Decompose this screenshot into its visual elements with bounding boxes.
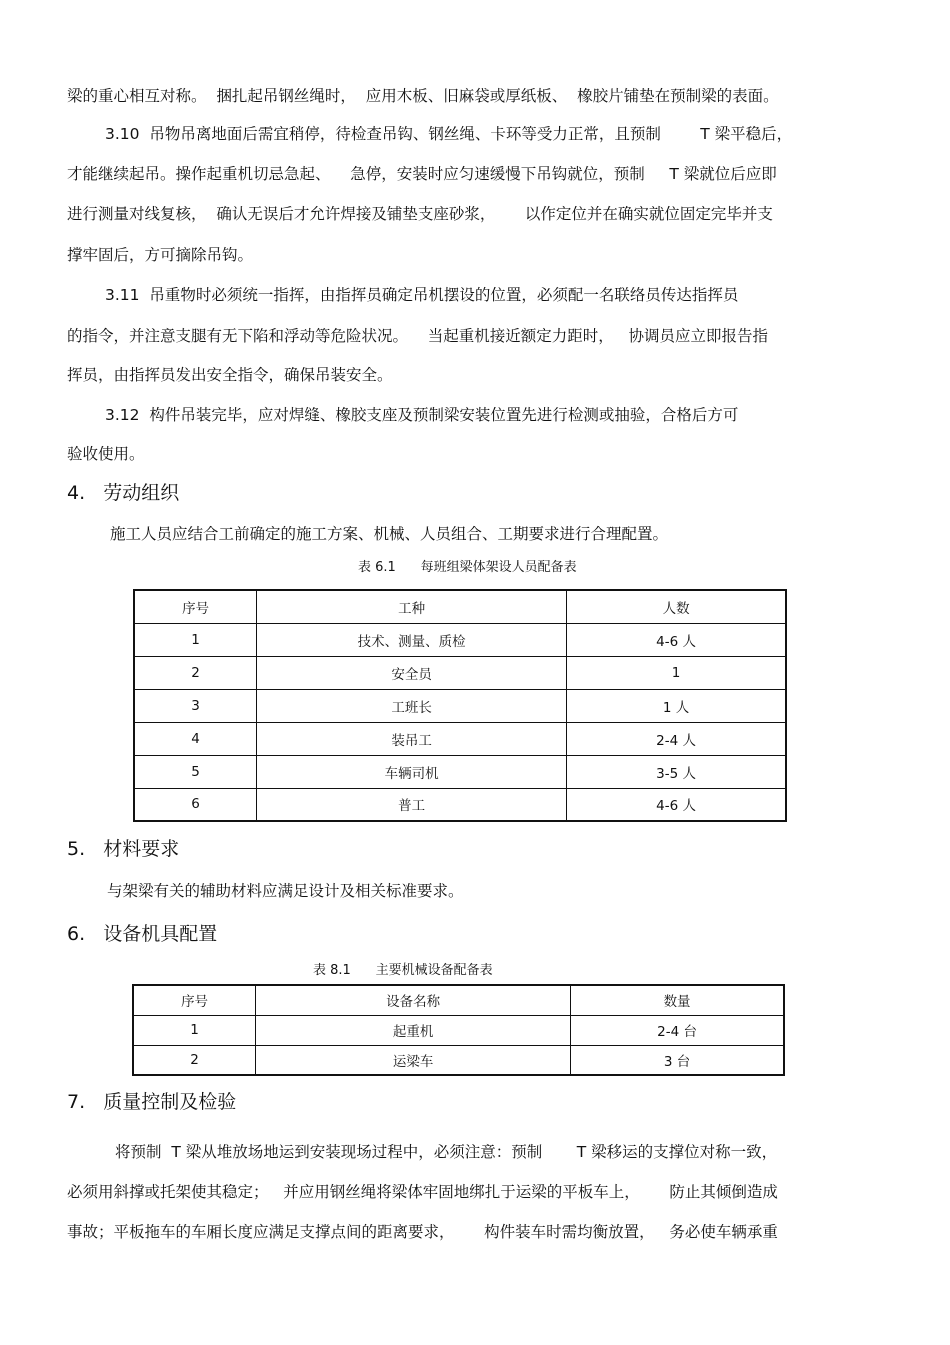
paragraph-3-10-line: 3.10 吊物吊离地面后需宜稍停，待检查吊钩、钢丝绳、卡环等受力正常，且预制 T 梁平稳后， [105,125,793,143]
table-cell: 4-6 人 [567,788,786,821]
section-7-line: 必须用斜撑或托架使其稳定； 并应用钢丝绳将梁体牢固地绑扎于运梁的平板车上， 防止其倾倒造成 [67,1183,778,1201]
table-header-cell: 数量 [571,985,784,1015]
table-cell: 安全员 [257,656,567,689]
table-header-cell: 序号 [133,985,256,1015]
table-cell: 4-6 人 [567,623,786,656]
table-row [133,1015,784,1045]
table-row [134,656,786,689]
paragraph-3-10-line: 才能继续起吊。操作起重机切忌急起、 急停，安装时应匀速缓慢下吊钩就位，预制 T 梁就位后应即 [67,165,777,183]
paragraph-3-10-line: 撑牢固后，方可摘除吊钩。 [67,246,254,264]
table-cell: 工班长 [257,689,567,722]
table-cell: 1 [133,1015,256,1045]
table-row [134,788,786,821]
section-4-body: 施工人员应结合工前确定的施工方案、机械、人员组合、工期要求进行合理配置。 [110,525,669,543]
table-cell: 2-4 台 [571,1015,784,1045]
table-cell: 技术、测量、质检 [257,623,567,656]
table-cell: 5 [134,755,257,788]
table-cell: 6 [134,788,257,821]
table-row [134,623,786,656]
table-cell: 2 [133,1045,256,1075]
table-cell: 4 [134,722,257,755]
section-heading-5: 5. 材料要求 [67,838,180,860]
table-header-row [133,985,784,1015]
table-cell: 2-4 人 [567,722,786,755]
table-header-cell: 序号 [134,590,257,623]
table-1-caption: 表 6.1 每班组梁体架设人员配备表 [358,560,577,575]
table-cell: 1 [567,656,786,689]
staffing-table [133,589,787,822]
paragraph-3-11-line: 3.11 吊重物时必须统一指挥，由指挥员确定吊机摆设的位置，必须配一名联络员传达指挥员 [105,286,739,304]
table-header-row [134,590,786,623]
table-2-caption: 表 8.1 主要机械设备配备表 [313,963,493,978]
table-cell: 起重机 [256,1015,571,1045]
paragraph-3-11-line: 挥员，由指挥员发出安全指令，确保吊装安全。 [67,366,393,384]
table-cell: 2 [134,656,257,689]
table-row [134,755,786,788]
paragraph-3-12-line: 验收使用。 [67,445,145,463]
equipment-table [132,984,785,1076]
section-7-line: 将预制 T 梁从堆放场地运到安装现场过程中，必须注意：预制 T 梁移运的支撑位对称一致， [115,1143,778,1161]
paragraph-3-11-line: 的指令，并注意支腿有无下陷和浮动等危险状况。 当起重机接近额定力距时， 协调员应立即报告指 [67,327,768,345]
section-heading-6: 6. 设备机具配置 [67,923,218,945]
paragraph-line: 梁的重心相互对称。 捆扎起吊钢丝绳时， 应用木板、旧麻袋或厚纸板、 橡胶片铺垫在预制梁的表面。 [67,87,779,105]
table-cell: 装吊工 [257,722,567,755]
paragraph-3-12-line: 3.12 构件吊装完毕，应对焊缝、橡胶支座及预制梁安装位置先进行检测或抽验，合格后方可 [105,406,739,424]
table-cell: 3 [134,689,257,722]
table-cell: 1 人 [567,689,786,722]
table-row [134,722,786,755]
section-7-line: 事故；平板拖车的车厢长度应满足支撑点间的距离要求， 构件装车时需均衡放置， 务必使车辆承重 [67,1223,778,1241]
section-heading-7: 7. 质量控制及检验 [67,1091,237,1113]
table-cell: 3-5 人 [567,755,786,788]
table-cell: 1 [134,623,257,656]
section-5-body: 与架梁有关的辅助材料应满足设计及相关标准要求。 [107,882,464,900]
table-cell: 运梁车 [256,1045,571,1075]
table-cell: 普工 [257,788,567,821]
section-heading-4: 4. 劳动组织 [67,482,180,504]
table-header-cell: 工种 [257,590,567,623]
paragraph-3-10-line: 进行测量对线复核， 确认无误后才允许焊接及铺垫支座砂浆， 以作定位并在确实就位固定完毕并支 [67,205,773,223]
table-row [133,1045,784,1075]
table-row [134,689,786,722]
table-cell: 3 台 [571,1045,784,1075]
table-header-cell: 人数 [567,590,786,623]
table-header-cell: 设备名称 [256,985,571,1015]
table-cell: 车辆司机 [257,755,567,788]
